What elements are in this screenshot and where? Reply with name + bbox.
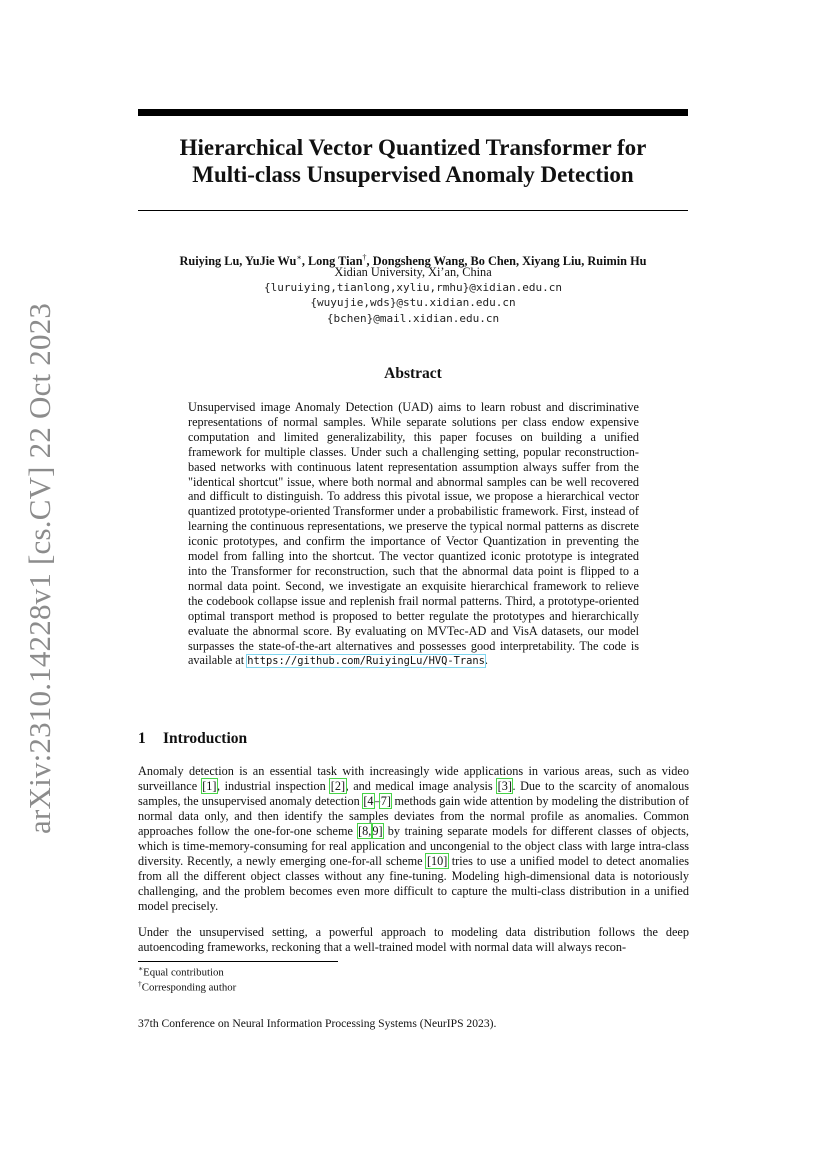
venue-footer: 37th Conference on Neural Information Processing Systems (NeurIPS 2023). <box>138 1017 497 1030</box>
section-title: Introduction <box>163 730 248 747</box>
citation-link[interactable]: [2] <box>330 778 346 793</box>
paper-title <box>138 134 688 188</box>
text: tries to use a unified model to detect anomalies from all the different object classes without any fine-tuning. Modeling high-dimensional data is notoriously challenging, and the problem becomes even more difficult to capture the multi-class distribution in a unified model precisely. <box>138 853 689 913</box>
authors-part-2: , Long Tian <box>301 254 363 269</box>
text: . Due to the scarcity of anomalous samples, the unsupervised anomaly detection <box>138 778 689 808</box>
abstract-text: Unsupervised image Anomaly Detection (UAD) aims to learn robust and discriminative representations of normal samples. While separate solutions per class endow expensive computation and limited generalizability, this paper focuses on building a unified framework for multiple classes. Under such a challenging setting, popular reconstruction-based networks with continuous latent representation assumption always suffer from the "identical shortcut" issue, where both normal and abnormal samples can be well recovered and difficult to distinguish. To address this pivotal issue, we propose a hierarchical vector quantized prototype-oriented Transformer under a probabilistic framework. First, instead of learning the continuous representations, we preserve the typical normal patterns as discrete iconic prototypes, and confirm the importance of Vector Quantization in preventing the model from falling into the shortcut. The vector quantized iconic prototype is integrated into the Transformer for reconstruction, such that the abnormal data point is flipped to a normal data point. Second, we investigate an exquisite hierarchical framework to relieve the codebook collapse issue and replenish frail normal patterns. Third, a prototype-oriented optimal transport method is proposed to better regulate the prototypes and hierarchically evaluate the abnormal score. By evaluating on MVTec-AD and VisA datasets, our model surpasses the state-of-the-art alternatives and possesses good interpretability. The code is available at <box>188 400 639 668</box>
email-line-1: {luruiying,tianlong,xyliu,rmhu}@xidian.edu.cn <box>263 281 562 294</box>
code-link[interactable]: https://github.com/RuiyingLu/HVQ-Trans <box>247 655 485 668</box>
title-top-rule <box>138 109 688 116</box>
intro-paragraph-1 <box>138 764 689 914</box>
email-line-3: {bchen}@mail.xidian.edu.cn <box>326 312 500 325</box>
citation-link[interactable]: [8, <box>358 823 372 838</box>
citation-link[interactable]: [1] <box>202 778 217 793</box>
footnote-text: Corresponding author <box>141 981 237 994</box>
footnote-corresponding-author <box>138 977 688 995</box>
section-number: 1 <box>138 730 146 747</box>
corresponding-author-mark: † <box>362 253 367 262</box>
footnote-text: Equal contribution <box>143 966 224 979</box>
citation-link[interactable]: [3] <box>497 778 512 793</box>
authors-part-3: , Dongsheng Wang, Bo Chen, Xiyang Liu, Ruimin Hu <box>366 254 647 269</box>
text: methods gain wide attention by modeling the distribution of normal data only, and then identify the samples deviates from the normal profile as anomalies. Common approaches follow the one-for-one scheme <box>138 793 689 838</box>
email-line-2: {wuyujie,wds}@stu.xidian.edu.cn <box>310 296 516 309</box>
affiliation: Xidian University, Xi’an, China <box>334 265 492 279</box>
title-bottom-rule <box>138 210 688 211</box>
arxiv-stamp: arXiv:2310.14228v1 [cs.CV] 22 Oct 2023 <box>22 302 57 834</box>
text: Anomaly detection is an essential task with increasingly wide applications in various areas, such as video surveillance <box>138 764 689 793</box>
citation-link[interactable]: [10] <box>426 853 448 868</box>
authors-part-1: Ruiying Lu, YuJie Wu <box>179 254 297 269</box>
text: by training separate models for different classes of objects, which is time-memory-consuming for real application and uncongenial to the object class with large intra-class diversity. Recently, a newly emerging one-for-all scheme <box>138 823 689 868</box>
abstract-end: . <box>484 653 488 668</box>
citation-link[interactable]: 9] <box>372 823 383 838</box>
intro-paragraph-2: Under the unsupervised setting, a powerful approach to modeling data distribution follows the deep autoencoding frameworks, reckoning that a well-trained model with normal data will always recon- <box>138 925 689 954</box>
citation-link[interactable]: 7] <box>380 793 391 808</box>
section-heading-introduction <box>138 730 688 748</box>
text: , and medical image analysis <box>345 778 498 793</box>
abstract-heading: Abstract <box>384 365 442 382</box>
text: – <box>374 793 381 808</box>
title-line-2: Multi-class Unsupervised Anomaly Detection <box>192 162 634 187</box>
footnote-mark: † <box>138 979 142 988</box>
citation-link[interactable]: [4 <box>363 793 374 808</box>
footnote-mark: ∗ <box>138 964 144 973</box>
abstract-body <box>188 400 639 669</box>
text: , industrial inspection <box>217 778 331 793</box>
title-line-1: Hierarchical Vector Quantized Transformer for <box>179 135 647 160</box>
equal-contribution-mark: ∗ <box>296 253 302 262</box>
